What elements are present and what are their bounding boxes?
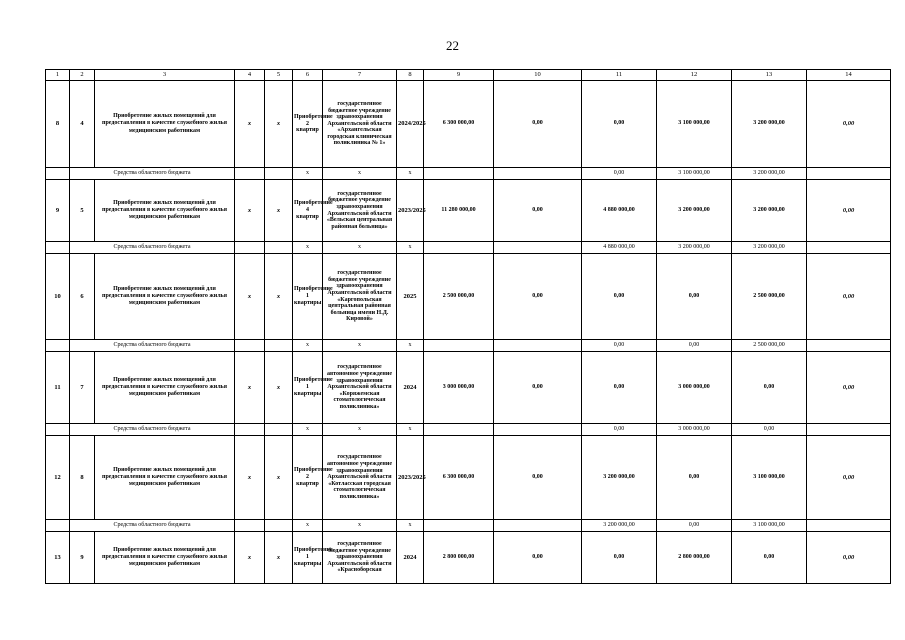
cell-x: х: [293, 520, 323, 532]
funding-source-row: [46, 168, 891, 180]
item-number: 8: [70, 436, 95, 520]
organization-name: государственное автономное учреждение здравоохранения Архангельской области «Коряжемская стоматологическая поликлиника»: [323, 352, 397, 424]
empty-cell: [235, 520, 265, 532]
empty-cell: [494, 424, 582, 436]
empty-cell: [807, 424, 891, 436]
empty-cell: [46, 242, 70, 254]
item-description: Приобретение 4 квартир: [293, 180, 323, 242]
empty-cell: [424, 242, 494, 254]
cell-x: х: [265, 352, 293, 424]
funding-source-row: [46, 340, 891, 352]
amount-col13: 0,00: [732, 352, 807, 424]
amount-col14: 0,00: [807, 81, 891, 168]
amount-col12: 0,00: [657, 254, 732, 340]
amount-col12: 0,00: [657, 340, 732, 352]
cell-x: х: [323, 424, 397, 436]
amount-col12: 3 000 000,00: [657, 424, 732, 436]
amount-col12: 3 100 000,00: [657, 81, 732, 168]
column-number: 7: [323, 70, 397, 81]
item-name: Приобретение жилых помещений для предоставления в качестве служебного жилья медицинским работникам: [95, 81, 235, 168]
row-number: 13: [46, 532, 70, 584]
amount-col12: 3 200 000,00: [657, 180, 732, 242]
amount-col11: 4 880 000,00: [582, 242, 657, 254]
amount-col11: 4 880 000,00: [582, 180, 657, 242]
amount-col10: 0,00: [494, 81, 582, 168]
empty-cell: [265, 520, 293, 532]
item-description: Приобретение 1 квартиры: [293, 254, 323, 340]
cell-x: х: [265, 180, 293, 242]
item-number: 7: [70, 352, 95, 424]
empty-cell: [265, 424, 293, 436]
amount-col11: 0,00: [582, 168, 657, 180]
period: 2024/2025: [397, 81, 424, 168]
column-number: 8: [397, 70, 424, 81]
amount-col11: 0,00: [582, 532, 657, 584]
item-name: Приобретение жилых помещений для предоставления в качестве служебного жилья медицинским работникам: [95, 180, 235, 242]
item-description: Приобретение 2 квартир: [293, 81, 323, 168]
amount-col10: 0,00: [494, 254, 582, 340]
amount-col11: 3 200 000,00: [582, 436, 657, 520]
cell-x: х: [235, 352, 265, 424]
amount-col13: 3 200 000,00: [732, 180, 807, 242]
column-number: 9: [424, 70, 494, 81]
column-number: 6: [293, 70, 323, 81]
column-number: 12: [657, 70, 732, 81]
amount-col10: 0,00: [494, 436, 582, 520]
empty-cell: [807, 520, 891, 532]
table-row: [46, 254, 891, 340]
program-table: [45, 69, 891, 584]
amount-col11: 0,00: [582, 254, 657, 340]
funding-source-label: Средства областного бюджета: [70, 520, 235, 532]
funding-source-label: Средства областного бюджета: [70, 424, 235, 436]
period: 2024: [397, 352, 424, 424]
column-number: 13: [732, 70, 807, 81]
amount-col11: 3 200 000,00: [582, 520, 657, 532]
empty-cell: [424, 424, 494, 436]
item-name: Приобретение жилых помещений для предоставления в качестве служебного жилья медицинским работникам: [95, 254, 235, 340]
cell-x: х: [293, 242, 323, 254]
funding-source-row: [46, 242, 891, 254]
empty-cell: [494, 340, 582, 352]
cell-x: х: [323, 520, 397, 532]
amount-col13: 2 500 000,00: [732, 340, 807, 352]
item-description: Приобретение 2 квартир: [293, 436, 323, 520]
empty-cell: [494, 168, 582, 180]
amount-col13: 2 500 000,00: [732, 254, 807, 340]
empty-cell: [424, 520, 494, 532]
empty-cell: [265, 242, 293, 254]
funding-source-label: Средства областного бюджета: [70, 168, 235, 180]
total-cost: 6 300 000,00: [424, 81, 494, 168]
period: 2024: [397, 532, 424, 584]
cell-x: х: [265, 81, 293, 168]
table-row: [46, 352, 891, 424]
row-number: 9: [46, 180, 70, 242]
item-number: 9: [70, 532, 95, 584]
table-row: [46, 532, 891, 584]
cell-x: х: [323, 168, 397, 180]
page-number: 22: [446, 38, 459, 53]
cell-x: х: [397, 340, 424, 352]
cell-x: х: [265, 254, 293, 340]
column-number: 3: [95, 70, 235, 81]
amount-col10: 0,00: [494, 532, 582, 584]
amount-col13: 0,00: [732, 532, 807, 584]
funding-source-row: [46, 520, 891, 532]
total-cost: 2 500 000,00: [424, 254, 494, 340]
cell-x: х: [235, 254, 265, 340]
cell-x: х: [397, 520, 424, 532]
amount-col12: 2 800 000,00: [657, 532, 732, 584]
column-number: 14: [807, 70, 891, 81]
row-number: 12: [46, 436, 70, 520]
amount-col12: 3 200 000,00: [657, 242, 732, 254]
empty-cell: [265, 340, 293, 352]
cell-x: х: [323, 242, 397, 254]
organization-name: государственное бюджетное учреждение здравоохранения Архангельской области «Вельская центральная районная больница»: [323, 180, 397, 242]
empty-cell: [235, 168, 265, 180]
amount-col14: 0,00: [807, 532, 891, 584]
amount-col12: 0,00: [657, 436, 732, 520]
empty-cell: [46, 340, 70, 352]
empty-cell: [235, 340, 265, 352]
amount-col14: 0,00: [807, 352, 891, 424]
funding-source-label: Средства областного бюджета: [70, 340, 235, 352]
cell-x: х: [235, 436, 265, 520]
item-description: Приобретение 1 квартиры: [293, 352, 323, 424]
empty-cell: [235, 242, 265, 254]
funding-source-row: [46, 424, 891, 436]
item-description: Приобретение 1 квартиры: [293, 532, 323, 584]
period: 2025: [397, 254, 424, 340]
amount-col11: 0,00: [582, 352, 657, 424]
amount-col11: 0,00: [582, 340, 657, 352]
table-row: [46, 81, 891, 168]
empty-cell: [46, 424, 70, 436]
period: 2023/2025: [397, 436, 424, 520]
empty-cell: [424, 168, 494, 180]
amount-col11: 0,00: [582, 424, 657, 436]
empty-cell: [807, 168, 891, 180]
amount-col13: 3 200 000,00: [732, 168, 807, 180]
funding-source-label: Средства областного бюджета: [70, 242, 235, 254]
amount-col13: 0,00: [732, 424, 807, 436]
cell-x: х: [293, 168, 323, 180]
period: 2023/2025: [397, 180, 424, 242]
empty-cell: [494, 242, 582, 254]
amount-col13: 3 100 000,00: [732, 436, 807, 520]
amount-col13: 3 200 000,00: [732, 81, 807, 168]
cell-x: х: [323, 340, 397, 352]
cell-x: х: [265, 532, 293, 584]
column-number: 4: [235, 70, 265, 81]
cell-x: х: [293, 424, 323, 436]
amount-col13: 3 200 000,00: [732, 242, 807, 254]
row-number: 8: [46, 81, 70, 168]
item-name: Приобретение жилых помещений для предоставления в качестве служебного жилья медицинским работникам: [95, 352, 235, 424]
empty-cell: [424, 340, 494, 352]
total-cost: 3 000 000,00: [424, 352, 494, 424]
table-row: [46, 180, 891, 242]
amount-col11: 0,00: [582, 81, 657, 168]
total-cost: 11 280 000,00: [424, 180, 494, 242]
organization-name: государственное автономное учреждение здравоохранения Архангельской области «Котласская городская стоматологическая поликлиника»: [323, 436, 397, 520]
empty-cell: [46, 520, 70, 532]
amount-col14: 0,00: [807, 180, 891, 242]
cell-x: х: [235, 81, 265, 168]
item-name: Приобретение жилых помещений для предоставления в качестве служебного жилья медицинским работникам: [95, 436, 235, 520]
item-number: 6: [70, 254, 95, 340]
cell-x: х: [397, 242, 424, 254]
column-number: 1: [46, 70, 70, 81]
empty-cell: [807, 242, 891, 254]
organization-name: государственное бюджетное учреждение здравоохранения Архангельской области «Каргопольская центральная районная больница имени Н.Д. Кировой»: [323, 254, 397, 340]
amount-col10: 0,00: [494, 180, 582, 242]
empty-cell: [265, 168, 293, 180]
table-row: [46, 436, 891, 520]
empty-cell: [235, 424, 265, 436]
column-number: 2: [70, 70, 95, 81]
cell-x: х: [265, 436, 293, 520]
cell-x: х: [397, 424, 424, 436]
item-name: Приобретение жилых помещений для предоставления в качестве служебного жилья медицинским работникам: [95, 532, 235, 584]
cell-x: х: [235, 532, 265, 584]
row-number: 10: [46, 254, 70, 340]
amount-col12: 3 100 000,00: [657, 168, 732, 180]
amount-col14: 0,00: [807, 254, 891, 340]
amount-col12: 0,00: [657, 520, 732, 532]
item-number: 4: [70, 81, 95, 168]
amount-col13: 3 100 000,00: [732, 520, 807, 532]
empty-cell: [807, 340, 891, 352]
cell-x: х: [397, 168, 424, 180]
total-cost: 6 300 000,00: [424, 436, 494, 520]
amount-col12: 3 000 000,00: [657, 352, 732, 424]
organization-name: государственное бюджетное учреждение здравоохранения Архангельской области «Красноборская: [323, 532, 397, 584]
empty-cell: [46, 168, 70, 180]
organization-name: государственное бюджетное учреждение здравоохранения Архангельской области «Архангельская городская клиническая поликлиника № 1»: [323, 81, 397, 168]
amount-col10: 0,00: [494, 352, 582, 424]
cell-x: х: [235, 180, 265, 242]
cell-x: х: [293, 340, 323, 352]
column-number: 11: [582, 70, 657, 81]
amount-col14: 0,00: [807, 436, 891, 520]
column-number: 10: [494, 70, 582, 81]
column-number: 5: [265, 70, 293, 81]
row-number: 11: [46, 352, 70, 424]
item-number: 5: [70, 180, 95, 242]
total-cost: 2 800 000,00: [424, 532, 494, 584]
empty-cell: [494, 520, 582, 532]
column-number-row: [46, 70, 891, 81]
